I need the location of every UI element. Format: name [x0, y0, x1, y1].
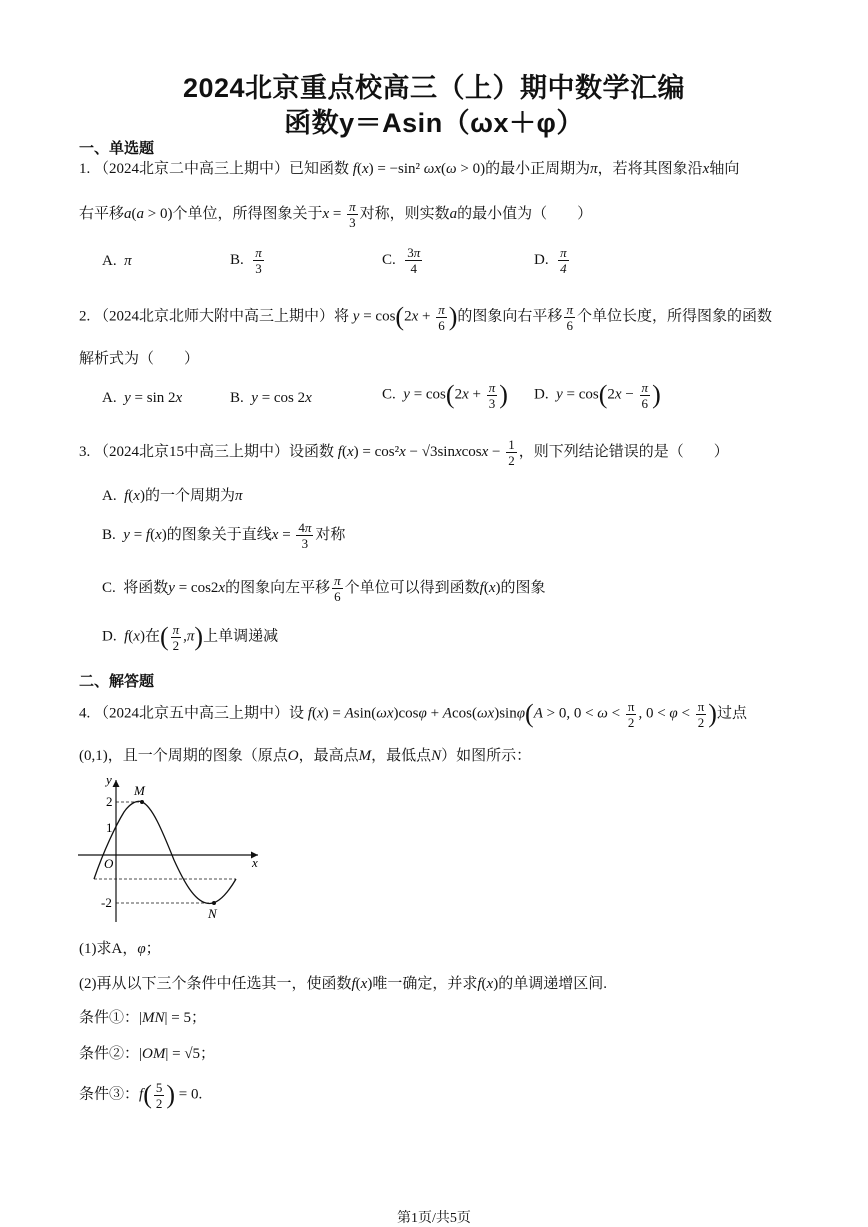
q2-option-d[interactable]: D. y = cos(2x − $\frac{\pi}{6}$ ) [534, 379, 661, 411]
q1-line2: 右平移a(a > 0)个单位，所得图象关于x = $\frac{\pi}{3}$ 对称，则实数a的最小值为（ ） [79, 199, 593, 230]
q3-text: ，则下列结论错误的是（ ） [518, 443, 729, 460]
q1-text: 的最小正周期为 [485, 161, 591, 177]
q1-option-c[interactable]: C. $\frac{3\pi}{4}$ [382, 245, 421, 276]
q1-line1: 1. （2024北京二中高三上期中）已知函数 f(x) = −sin² ωx(ω > 0)的最小正周期为π，若将其图象沿x轴向 [79, 161, 740, 177]
point-max [140, 800, 144, 804]
q1-text: 轴向 [709, 161, 740, 177]
q1-text: 右平移 [79, 205, 125, 222]
q3-option-c[interactable]: C. 将函数y = cos2x的图象向左平移 $\frac{\pi}{6}$ 个单位可以得到函数f(x)的图象 [102, 573, 546, 604]
q2-option-b[interactable]: B. y = cos 2x [230, 390, 312, 406]
q1-option-d[interactable]: D. $\frac{\pi}{4}$ [534, 245, 567, 276]
q4-condition-3: 条件③：f( $\frac{5}{2}$ ) = 0. [79, 1079, 203, 1111]
min-label: N [208, 906, 217, 921]
page-footer: 第1页/共5页 [397, 1211, 471, 1226]
q3-text: 设函数 [289, 443, 335, 460]
q2-line1: 2. （2024北京北师大附中高三上期中）将 y = cos(2x + $\frac{\pi}{6}$ )的图象向右平移 $\frac{\pi}{6}$ 个单位长度，所得图象的函数 [79, 301, 772, 333]
doc-title-line2: 函数y＝Asin（ωx＋φ） [284, 108, 584, 138]
q4-condition-2: 条件②：|OM| = √5； [79, 1046, 216, 1062]
q2-text: 个单位长度，所得图象的函数 [576, 308, 772, 325]
q4-text: ，且一个周期的图象（原点 [107, 748, 288, 764]
sine-curve [94, 801, 236, 903]
q1-option-a[interactable]: A. π [102, 253, 132, 269]
q4-text: ）如图所示： [441, 748, 532, 764]
q2-text: 将 [334, 308, 350, 325]
max-label: M [134, 783, 145, 798]
q4-text: ，最高点 [298, 748, 359, 764]
section-single-choice: 一、单选题 [79, 140, 155, 157]
q1-text: ，若将其图象沿 [597, 161, 703, 177]
origin-label: O [104, 856, 114, 871]
q1-text: 的最小值为（ ） [457, 205, 593, 222]
q4-part1: (1)求A，φ； [79, 941, 161, 957]
q4-text: 设 [289, 705, 305, 722]
q4-condition-1: 条件①：|MN| = 5； [79, 1010, 206, 1026]
q2-line2: 解析式为（ ） [79, 351, 200, 367]
q2-num: 2. [79, 308, 91, 325]
y-axis-label: y [106, 772, 112, 787]
q4-text: ，最低点 [371, 748, 432, 764]
point-min [212, 901, 216, 905]
q2-source: （2024北京北师大附中高三上期中） [94, 308, 335, 325]
q2-text: 的图象向右平移 [457, 308, 563, 325]
q3-num: 3. [79, 443, 91, 460]
section-answer: 二、解答题 [79, 673, 155, 690]
q3-source: （2024北京15中高三上期中） [94, 443, 290, 460]
q3-option-b[interactable]: B. y = f(x)的图象关于直线x = $\frac{4\pi}{3}$ 对称 [102, 520, 346, 551]
q4-num: 4. [79, 705, 91, 722]
q3-option-a[interactable]: A. f(x)的一个周期为π [102, 488, 243, 504]
doc-title-line1: 2024北京重点校高三（上）期中数学汇编 [182, 73, 686, 103]
q3-option-d[interactable]: D. f(x)在( $\frac{\pi}{2}$ ,π)上单调递减 [102, 621, 279, 653]
q2-option-c[interactable]: C. y = cos(2x + $\frac{\pi}{3}$ ) [382, 379, 508, 411]
q4-source: （2024北京五中高三上期中） [94, 705, 290, 722]
q1-text: 已知函数 [289, 161, 350, 177]
q4-part2: (2)再从以下三个条件中任选其一，使函数f(x)唯一确定，并求f(x)的单调递增区间. [79, 976, 607, 992]
q1-option-b[interactable]: B. $\frac{\pi}{3}$ [230, 245, 262, 276]
q3-line1: 3. （2024北京15中高三上期中）设函数 f(x) = cos²x − √3sinxcosx − $\frac{1}{2}$ ，则下列结论错误的是（ ） [79, 437, 729, 468]
q1-source: （2024北京二中高三上期中） [94, 161, 290, 177]
q4-text: 过点 [716, 705, 747, 722]
tick-2: 2 [106, 794, 113, 809]
q4-line2: (0,1)，且一个周期的图象（原点O，最高点M，最低点N）如图所示： [79, 748, 532, 764]
q2-option-a[interactable]: A. y = sin 2x [102, 390, 183, 406]
x-axis-label: x [252, 855, 258, 870]
q1-text: 个单位，所得图象关于 [172, 205, 323, 222]
sine-graph [76, 770, 266, 930]
q4-line1: 4. （2024北京五中高三上期中）设 f(x) = Asin(ωx)cosφ + Acos(ωx)sinφ(A > 0, 0 < ω < $\frac{\pi}{2}$ , 0 < φ < $\frac{\pi}{2}$ )过点 [79, 698, 747, 730]
tick-1: 1 [106, 820, 113, 835]
q1-text: 对称，则实数 [359, 205, 450, 222]
q1-num: 1. [79, 161, 91, 177]
tick-neg2: -2 [101, 895, 112, 910]
